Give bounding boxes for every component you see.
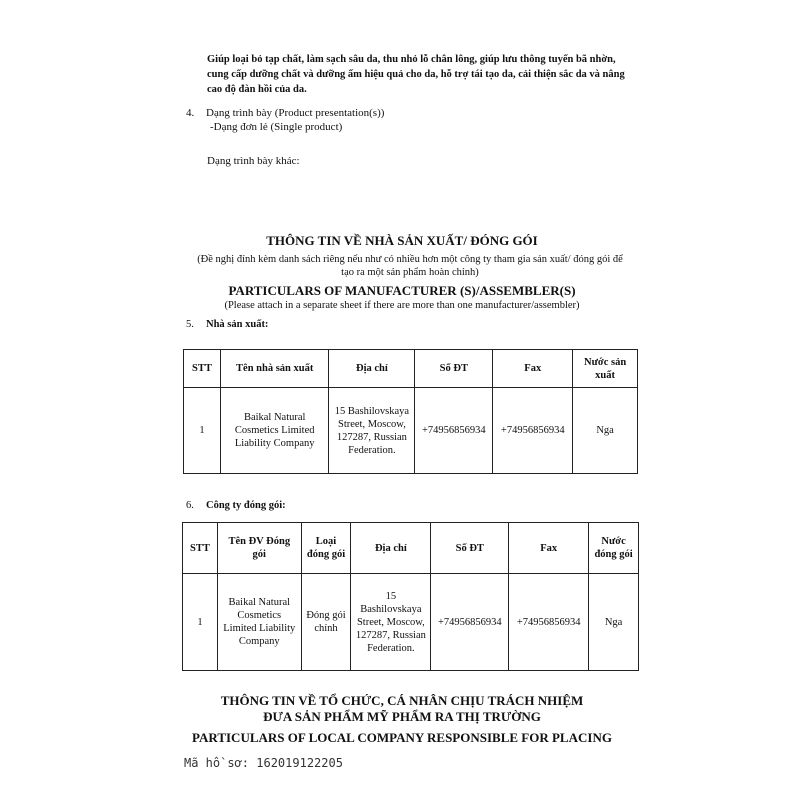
manufacturer-section-note-en: (Please attach in a separate sheet if there are more than one manufacturer/assembler) <box>224 300 580 311</box>
packer-table <box>182 522 639 671</box>
table-header-row <box>184 350 638 388</box>
item4-value: -Dạng đơn lẻ (Single product) <box>210 121 343 133</box>
manufacturer-number: 5. <box>186 319 194 330</box>
packer-label-text: Công ty đóng gói: <box>206 500 286 511</box>
cell-address: 15 Bashilovskaya Street, Moscow, 127287, Russian Federation. <box>329 388 415 474</box>
header-country: Nước sản xuất <box>573 350 638 388</box>
local-company-title-vn <box>0 693 804 725</box>
cell-stt: 1 <box>183 574 218 671</box>
file-number: Mã hồ sơ: 162019122205 <box>184 756 343 770</box>
header-stt: STT <box>184 350 221 388</box>
cell-phone: +74956856934 <box>431 574 509 671</box>
item4-title: Dạng trình bày (Product presentation(s)) <box>206 107 385 119</box>
manufacturer-label-text: Nhà sản xuất: <box>206 319 269 330</box>
header-stt: STT <box>183 523 218 574</box>
table-row <box>184 388 638 474</box>
header-phone: Số ĐT <box>431 523 509 574</box>
header-fax: Fax <box>509 523 589 574</box>
header-manufacturer-name: Tên nhà sản xuất <box>220 350 329 388</box>
cell-manufacturer-name: Baikal Natural Cosmetics Limited Liability Company <box>220 388 329 474</box>
cell-packer-name: Baikal Natural Cosmetics Limited Liability Company <box>217 574 301 671</box>
cell-packing-type: Đóng gói chính <box>301 574 351 671</box>
header-phone: Số ĐT <box>415 350 493 388</box>
cell-address: 15 Bashilovskaya Street, Moscow, 127287, Russian Federation. <box>351 574 431 671</box>
manufacturer-label <box>186 319 268 330</box>
packer-label <box>186 500 286 511</box>
item4-product-presentation <box>186 106 384 134</box>
other-presentation-label: Dạng trình bày khác: <box>207 155 300 167</box>
table-header-row <box>183 523 639 574</box>
cell-country: Nga <box>573 388 638 474</box>
header-address: Địa chỉ <box>329 350 415 388</box>
manufacturer-table <box>183 349 638 474</box>
manufacturer-section-title-en: PARTICULARS OF MANUFACTURER (S)/ASSEMBLER(S) <box>228 283 576 298</box>
cell-fax: +74956856934 <box>493 388 573 474</box>
header-packer-name: Tên ĐV Đóng gói <box>217 523 301 574</box>
manufacturer-section-title-vn: THÔNG TIN VỀ NHÀ SẢN XUẤT/ ĐÓNG GÓI <box>266 233 538 248</box>
local-company-title-en: PARTICULARS OF LOCAL COMPANY RESPONSIBLE FOR PLACING <box>192 730 612 745</box>
cell-country: Nga <box>589 574 639 671</box>
manufacturer-section-note-vn: (Đề nghị đính kèm danh sách riêng nếu như có nhiều hơn một công ty tham gia sản xuất/ đóng gói để tạo ra một sản phẩm hoàn chỉnh) <box>197 254 623 278</box>
packer-number: 6. <box>186 500 194 511</box>
header-fax: Fax <box>493 350 573 388</box>
cell-stt: 1 <box>184 388 221 474</box>
item4-number: 4. <box>186 107 195 119</box>
header-address: Địa chỉ <box>351 523 431 574</box>
cell-fax: +74956856934 <box>509 574 589 671</box>
header-packing-country: Nước đóng gói <box>589 523 639 574</box>
local-company-title-vn-line1: THÔNG TIN VỀ TỔ CHỨC, CÁ NHÂN CHỊU TRÁCH NHIỆM <box>220 693 584 708</box>
local-company-title-vn-line2: ĐƯA SẢN PHẨM MỸ PHẨM RA THỊ TRƯỜNG <box>263 709 541 724</box>
header-packing-type: Loại đóng gói <box>301 523 351 574</box>
cell-phone: +74956856934 <box>415 388 493 474</box>
intro-paragraph: Giúp loại bỏ tạp chất, làm sạch sâu da, thu nhỏ lỗ chân lông, giúp lưu thông tuyến bã nhờn, cung cấp dưỡng chất và dưỡng ẩm hiệu quả cho da, hỗ trợ tái tạo da, cải thiện sắc da và nâng cao độ đàn hồi của da. <box>207 54 625 95</box>
table-row <box>183 574 639 671</box>
